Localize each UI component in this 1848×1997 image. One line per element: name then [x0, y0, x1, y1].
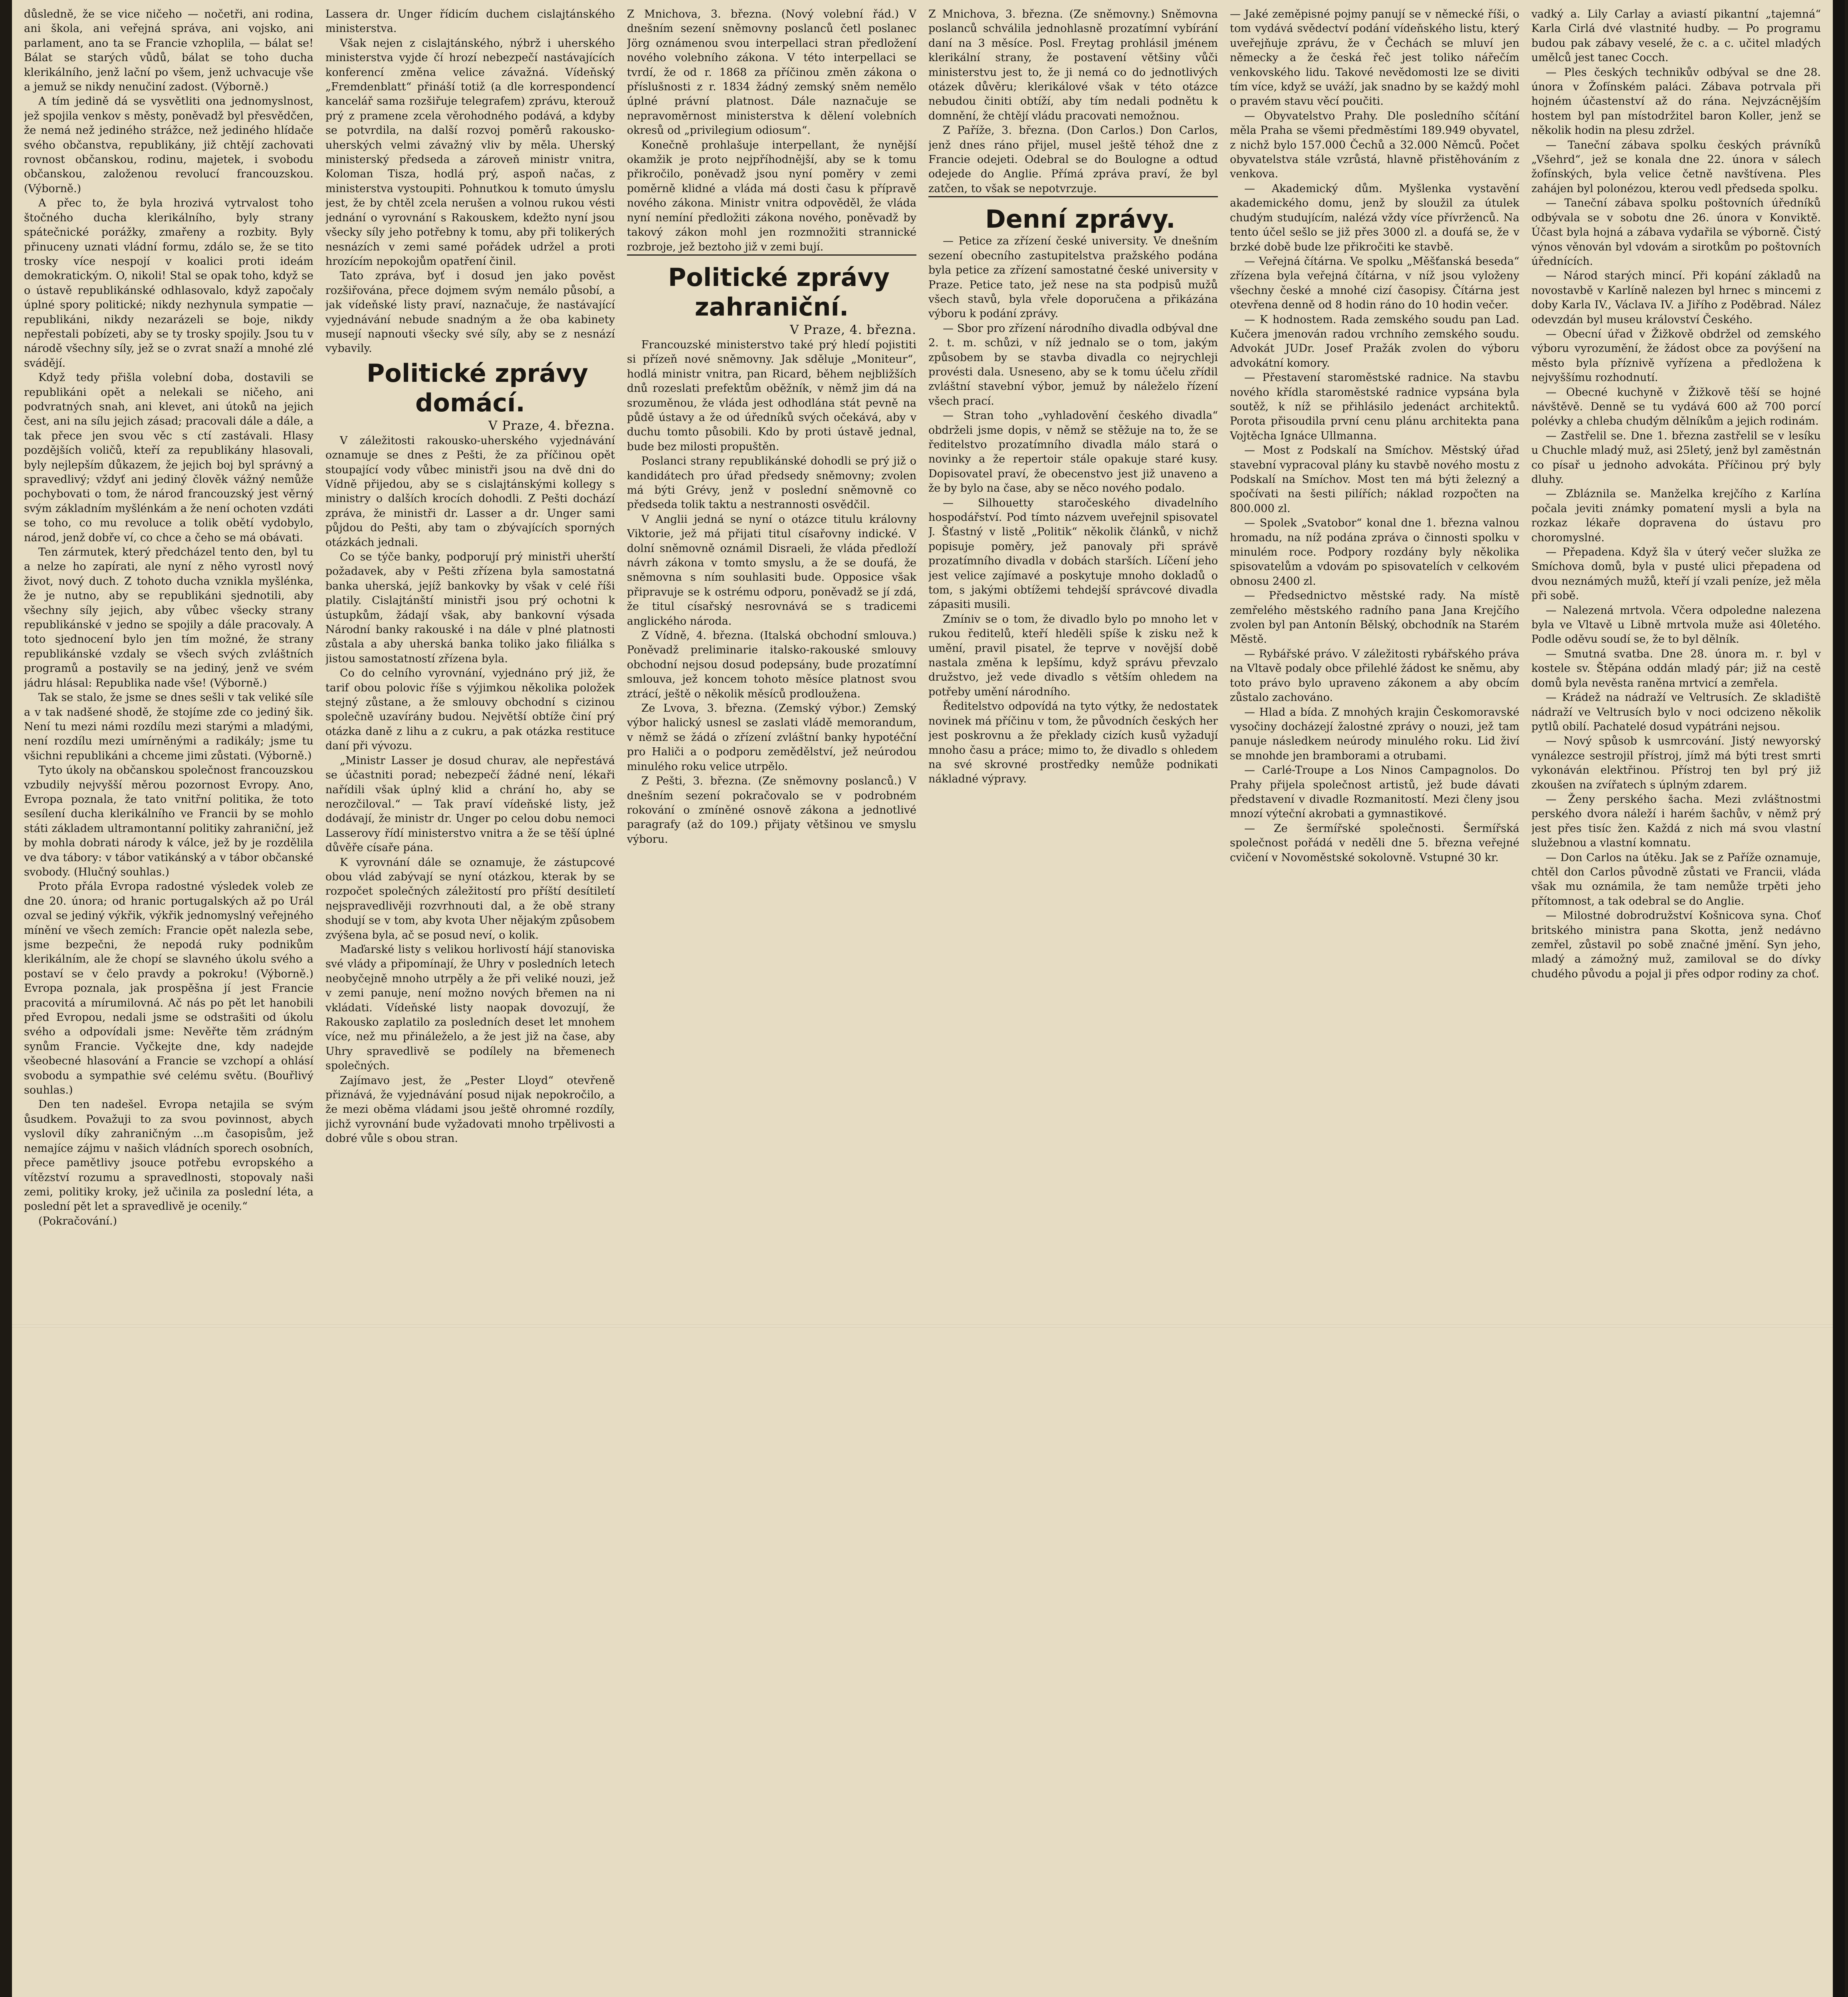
article-paragraph: — Petice za zřízení české university. Ve dnešním sezení obecního zastupitelstva pražského podána byla petice za zřízení samostatné české university v Praze. Petice tato, jež nese na sta podpisů mužů všech stavů, byla vřele doporučena a přikázána výboru k podání zprávy. [928, 235, 1218, 320]
article-paragraph: Zajímavo jest, že „Pester Lloyd“ otevřeně přiznává, že vyjednávání posud nijak nepokročilo, a že mezi oběma vládami jsou ještě ohromné rozdíly, jichž vyrovnání bude vyžadovati mnoho trpělivosti a dobré vůle s obou stran. [325, 1074, 615, 1145]
article-paragraph: Z Pešti, 3. března. (Ze sněmovny poslanců.) V dnešním sezení pokračovalo se v podrobném rokování o zmíněné osnově zákona a jednotlivé paragrafy (až do 109.) přijaty většinou ve smyslu výboru. [627, 775, 916, 846]
article-paragraph: Den ten nadešel. Evropa netajila se svým ůsudkem. Považuji to za svou povinnost, abych vyslovil díky zahraničným ...m časopisům, jež nemajíce zájmu v našich vládních sporech osobních, přece pamětlivy jsouce potřebu evropského a vítězství rozumu a spravedlnosti, stopovaly naši zemi, politiky kroky, jež učinila za poslední léta, a poslední pět let a spravedlivě je ocenily.“ [24, 1098, 313, 1213]
article-paragraph: Z Mnichova, 3. března. (Nový volební řád.) V dnešním sezení sněmovny poslanců četl poslanec Jörg oznámenou svou interpellaci stran předložení nového volebního zákona. V této interpellaci se tvrdí, že od r. 1868 za příčinou změn zákona o příslušnosti z r. 1834 žádný zemský sněm nemělo úplné právní platnost. Dále naznačuje se nepravoměrnost ministerstva k dělení volebních okresů od „privilegium odiosum“. [627, 8, 916, 137]
article-paragraph: — Zbláznila se. Manželka krejčího z Karlína počala jeviti známky pomatení mysli a byla na rozkaz lékaře dopravena do ústavu pro choromyslné. [1531, 488, 1821, 544]
article-paragraph: Ředitelstvo odpovídá na tyto výtky, že nedostatek novinek má příčinu v tom, že původních českých her jest poskrovnu a že překlady cizích kusů vyžadují mnoho času a práce; mimo to, že divadlo s ohledem na své skrovné prostředky nemůže podnikati nákladné výpravy. [928, 700, 1218, 786]
article-paragraph: Když tedy přišla volební doba, dostavili se republikáni opět a nelekali se ničeho, ani podvratných snah, ani klevet, ani útoků na jejich čest, ani na sílu jejich zásad; pracovali dále a dále, a tak přece jen svou věc s ctí zastávali. Hlasy pozdějších voličů, kteří za republikány hlasovali, byly nejlepším důkazem, že jejich boj byl správný a spravedlivý; vždyť ani jediný člověk vážný nemůže pochybovati o tom, že národ francouzský jest věrný svým základním myšlénkám a že není ochoten vzdáti se toho, co mu revoluce a tolik obětí vydobylo, národ, jenž dobře ví, co chce a čeho se má obávati. [24, 371, 313, 544]
article-columns [24, 7, 1821, 1997]
article-paragraph: Z Mnichova, 3. března. (Ze sněmovny.) Sněmovna poslanců schválila jednohlasně prozatímní vybírání daní na 3 měsíce. Posl. Freytag prohlásil jménem klerikální strany, že postavení většiny vůči ministerstvu jest to, že ji nemá co do jednotlivých otázek důvěru; klerikálové však v této otázce nebudou činiti obtíží, aby tím nedali podnětu k domnění, že chtějí vládu pracovati nemožnou. [928, 8, 1218, 122]
article-paragraph: — Stran toho „vyhladovění českého divadla“ obdrželi jsme dopis, v němž se stěžuje na to, že se ředitelstvo prozatímního divadla málo stará o novinky a že repertoir stále opakuje staré kusy. Dopisovatel praví, že obecenstvo jest již unaveno a že by bylo na čase, aby se něco nového podalo. [928, 409, 1218, 495]
article-paragraph: — Rybářské právo. V záležitosti rybářského práva na Vltavě podaly obce přilehlé žádost ke sněmu, aby toto právo bylo upraveno zákonem a aby obcím zůstalo zachováno. [1230, 647, 1519, 704]
article-paragraph: — Taneční zábava spolku českých právníků „Všehrd“, jež se konala dne 22. února v sálech žofínských, byla velice četně navštívena. Ples zahájen byl polonézou, kterou vedl předseda spolku. [1531, 139, 1821, 195]
article-paragraph: Konečně prohlašuje interpellant, že nynější okamžik je proto nejpříhodnější, aby se k tomu přikročilo, poněvadž jsou nyní poměry v zemi poměrně klidné a vláda má dosti času k přípravě nového zákona. Ministr vnitra odpověděl, že vláda nyní nemíní předložiti zákona nového, poněvadž by takový zákon mohl jen rozmnožiti strannické rozbroje, jež beztoho již v zemi bují. [627, 139, 916, 253]
column-6 [1531, 7, 1821, 1997]
section-heading: Denní zprávy. [928, 196, 1218, 234]
column-5 [1230, 7, 1519, 1997]
article-paragraph: Z Paříže, 3. března. (Don Carlos.) Don Carlos, jenž dnes ráno přijel, musel ještě téhož dne z Francie odejeti. Odebral se do Boulogne a odtud odejede do Anglie. Přímá zpráva praví, že byl zatčen, to však se nepotvrzuje. [928, 124, 1218, 195]
article-paragraph: — Zastřelil se. Dne 1. března zastřelil se v lesíku u Chuchle mladý muž, asi 25letý, jenž byl zaměstnán co písař u jednoho advokáta. Příčinou prý byly dluhy. [1531, 429, 1821, 486]
article-paragraph: — Taneční zábava spolku poštovních úředníků odbývala se v sobotu dne 26. února v Konviktě. Účast byla hojná a zábava vydařila se výborně. Čistý výnos věnován byl vdovám a sirotkům po poštovních úřednících. [1531, 197, 1821, 268]
article-paragraph: Tato zpráva, byť i dosud jen jako pověst rozšiřována, přece dojmem svým nemálo působí, a jak vídeňské listy praví, naznačuje, že nastávající vyjednávání nebude snadným a že oba kabinety musejí napnouti všecky své síly, aby se z nesnází vybavily. [325, 270, 615, 355]
article-paragraph: — Předsednictvo městské rady. Na místě zemřelého městského radního pana Jana Krejčího zvolen byl pan Antonín Bělský, obchodník na Starém Městě. [1230, 590, 1519, 646]
column-4 [928, 7, 1218, 1997]
article-paragraph: — Milostné dobrodružství Košnicova syna. Choť britského ministra pana Skotta, jenž nedávno zemřel, zůstavil po sobě značné jmění. Syn jeho, mladý a zámožný muž, zamiloval se do dívky chudého původu a pojal ji přes odpor rodiny za choť. [1531, 909, 1821, 980]
article-paragraph: Ten zármutek, který předcházel tento den, byl tu a nelze ho zapírati, ale nyní z něho vyrostl nový život, nový duch. Z tohoto ducha vznikla myšlénka, že je nutno, aby se republikáni sjednotili, aby všechny síly jejich, aby vůbec všecky strany republikánské v jedno se spojily a dále pracovaly. A toto sjednocení bylo jen tím možné, že strany republikánské vzdaly se všech svých zvláštních programů a postavily se na jediný, jenž ve svém jádru hlásal: Republika nade vše! (Výborně.) [24, 546, 313, 689]
dateline: V Praze, 4. března. [790, 322, 916, 337]
article-paragraph: Maďarské listy s velikou horlivostí hájí stanoviska své vlády a připomínají, že Uhry v posledních letech neobyčejně mnoho utrpěly a že při veliké nouzi, jež v zemi panuje, není možno nových břemen na ni vkládati. Vídeňské listy naopak dovozují, že Rakousko zaplatilo za posledních deset let mnohem více, než mu přináleželo, a že jest již na čase, aby Uhry spravedlivě se podílely na břemenech společných. [325, 943, 615, 1072]
article-paragraph: — Přestavení staroměstské radnice. Na stavbu nového křídla staroměstské radnice vypsána byla soutěž, k níž se přihlásilo jedenáct architektů. Porota přisoudila první cenu plánu architekta pana Vojtěcha Ignáce Ullmanna. [1230, 371, 1519, 442]
article-paragraph: — Most z Podskalí na Smíchov. Městský úřad stavební vypracoval plány ku stavbě nového mostu z Podskalí na Smíchov. Most ten má býti železný a spočívati na šesti pilířích; náklad rozpočten na 800.000 zl. [1230, 444, 1519, 515]
article-paragraph: Francouzské ministerstvo také prý hledí pojistiti si přízeň nové sněmovny. Jak sděluje „Moniteur“, hodlá ministr vnitra, pan Ricard, během nejbližších dnů rozeslati prefektům oběžník, v němž jim dá na srozuměnou, že vláda jest odhodlána stát pevně na půdě ústavy a že od úředníků svých očekává, aby v duchu tomto působili. Kdo by proti ústavě jednal, bude bez milosti propuštěn. [627, 338, 916, 453]
article-paragraph: Z Vídně, 4. března. (Italská obchodní smlouva.) Poněvadž preliminarie italsko-rakouské smlouvy obchodní nejsou dosud podepsány, bude prozatímní smlouva, jež koncem tohoto měsíce platnost svou ztrácí, ještě o několik měsíců prodloužena. [627, 629, 916, 700]
article-paragraph: Proto přála Evropa radostné výsledek voleb ze dne 20. února; od hranic portugalských až po Urál ozval se jediný výkřik, výkřik jednomyslný veřejného mínění ve všech zemích: Francie opět nalezla sebe, jsme bezpečni, že nepodá ruky podnikům klerikálním, ale že chopí se slavného úkolu svého a postaví se v čelo pravdy a pokroku! (Výborně.) Evropa poznala, jak prospěšna jí jest Francie pracovitá a mírumilovná. Ač nás po pět let hanobili před Evropou, nedali jsme se odstrašiti od úkolu svého a odpovídali jsme: Nevěřte těm zrádným synům Francie. Vyčkejte dne, kdy nadejde všeobecné hlasování a Francie se vzchopí a ohlásí svobodu a sympathie své celému světu. (Bouřlivý souhlas.) [24, 880, 313, 1097]
article-paragraph: Co do celního vyrovnání, vyjednáno prý již, že tarif obou polovic říše s výjimkou několika položek stejný zůstane, a že smlouvy obchodní s cizinou společně uzavírány budou. Největší obtíže činí prý otázka daně z lihu a z cukru, a pak otázka restituce daní při vývozu. [325, 667, 615, 752]
article-paragraph: „Ministr Lasser je dosud churav, ale nepřestává se účastniti porad; nebezpečí žádné není, lékaři nařídili však úplný klid a chrání ho, aby se nerozčiloval.“ — Tak praví vídeňské listy, jež dodávají, že ministr dr. Unger po celou dobu nemoci Lasserovy řídí ministerstvo vnitra a že se těší úplné důvěře císaře pána. [325, 754, 615, 854]
article-paragraph: — Jaké zeměpisné pojmy panují se v německé říši, o tom vydává svědectví podání vídeňského listu, který uveřejňuje zprávu, že v Čechách se mluví jen německy a že česká řeč jest toliko nářečím venkovského lidu. Takové nevědomosti lze se diviti tím více, když se uváží, jak snadno by se každý mohl o pravém stavu věcí poučiti. [1230, 8, 1519, 108]
article-paragraph: — Krádež na nádraží ve Veltrusích. Ze skladiště nádraží ve Veltrusích bylo v noci odcizeno několik pytlů obilí. Pachatelé dosud vypátráni nejsou. [1531, 691, 1821, 733]
article-paragraph: — Akademický dům. Myšlenka vystavění akademického domu, jenž by sloužil za útulek chudým studujícím, nalézá vždy více přívrženců. Na tento účel sešlo se již přes 3000 zl. a doufá se, že v brzké době bude lze přikročiti ke stavbě. [1230, 182, 1519, 253]
article-paragraph: Ze Lvova, 3. března. (Zemský výbor.) Zemský výbor halický usnesl se zaslati vládě memorandum, v němž se žádá o zřízení zvláštní banky hypotéční pro Haliči a o podporu zemědělství, jež neúrodou minulého roku velice utrpělo. [627, 702, 916, 773]
article-paragraph: — Ženy perského šacha. Mezi zvláštnostmi perského dvora náleží i harém šachův, v němž prý jest přes tisíc žen. Každá z nich má svou vlastní služebnou a vlastní komnatu. [1531, 793, 1821, 850]
article-paragraph: V Anglii jedná se nyní o otázce titulu královny Viktorie, jež má přijati titul císařovny indické. V dolní sněmovně oznámil Disraeli, že vláda předloží návrh zákona v tomto smyslu, a že se doufá, že sněmovna s ním souhlasiti bude. Opposice však připravuje se k ostrému odporu, poněvadž se jí zdá, že titul císařský nesrovnává se s tradicemi anglického národa. [627, 513, 916, 627]
article-paragraph: — Veřejná čítárna. Ve spolku „Měšťanská beseda“ zřízena byla veřejná čítárna, v níž jsou vyloženy všechny české a mnohé cizí časopisy. Čítárna jest otevřena denně od 8 hodin ráno do 10 hodin večer. [1230, 255, 1519, 312]
article-paragraph: — Sbor pro zřízení národního divadla odbýval dne 2. t. m. schůzi, v níž jednalo se o tom, jakým způsobem by se stavba divadla co nejrychleji provésti dala. Usneseno, aby se k tomu účelu zřídil zvláštní stavební výbor, jemuž by náleželo řízení všech prací. [928, 322, 1218, 407]
article-paragraph: — Don Carlos na útěku. Jak se z Paříže oznamuje, chtěl don Carlos původně zůstati ve Francii, vláda však mu oznámila, že tam nemůže trpěti jeho přítomnost, a tak odebral se do Anglie. [1531, 851, 1821, 907]
article-paragraph: — Spolek „Svatobor“ konal dne 1. března valnou hromadu, na níž podána zpráva o činnosti spolku v minulém roce. Podpory rozdány byly několika spisovatelům a vdovám po spisovatelích v celkovém obnosu 2400 zl. [1230, 517, 1519, 588]
article-paragraph: A přec to, že byla hrozivá vytrvalost toho štočného ducha klerikálního, byly strany spátečnické porážky, zmařeny a rozbity. Byly přinuceny uznati vládní formu, zdálo se, že se tito trosky více nespojí v koalici proti ideám demokratickým. O, nikoli! Stal se opak toho, když se o ústavě republikánské odhlasovalo, když započaly úplné spory politické; nikdy nezhynula sympatie — republikáni, nikdy nezarázeli se boje, nikdy nepřestali pobízeti, aby se ty trosky spojily. Jsou tu v národě všechny síly, jež se o zvrat snaží a mnohé zlé svádějí. [24, 197, 313, 369]
article-paragraph: Tak se stalo, že jsme se dnes sešli v tak veliké síle a v tak nadšené shodě, že stojíme zde co jediný šik. Není tu mezi námi rozdílu mezi starými a mladými, není rozdílu mezi umírněnými a radikály; jsme tu všichni republikáni a chceme jimi zůstati. (Výborně.) [24, 691, 313, 762]
column-2 [325, 7, 615, 1997]
article-paragraph: důsledně, že se vice ničeho — nočetři, ani rodina, ani škola, ani veřejná správa, ani vojsko, ani parlament, ano ta se Francie vzhoplila, — bálat se! Bálat se starých vůdů, bálat se toho ducha klerikálního, jenž lační po všem, jenž uchvacuje vše a jemuž se nikdy nenučiní zadost. (Výborně.) [24, 8, 313, 93]
dateline: V Praze, 4. března. [488, 418, 615, 433]
article-paragraph: (Pokračování.) [38, 1215, 117, 1227]
article-paragraph: — Ze šermířské společnosti. Šermířská společnost pořádá v neděli dne 5. března veřejné cvičení v Novoměstské sokolovně. Vstupné 30 kr. [1230, 822, 1519, 864]
article-paragraph: — Smutná svatba. Dne 28. února m. r. byl v kostele sv. Štěpána oddán mladý pár; již na cestě domů byla nevěsta raněna mrtvicí a zemřela. [1531, 647, 1821, 689]
article-paragraph: vadký a. Lily Carlay a aviastí pikantní „tajemná“ Karla Cirlá dvé vlastnité hudby. — Po programu budou pak zábavy veselé, že c. a c. učitel mladých umělců jest tanec Cocch. [1531, 8, 1821, 64]
article-paragraph: — Silhouetty staročeského divadelního hospodářství. Pod tímto názvem uveřejnil spisovatel J. Šťastný v listě „Politik“ několik článků, v nichž popisuje poměry, jež panovaly při správě prozatímního divadla v dobách starších. Líčení jeho jest velice zajímavé a poskytuje mnoho dokladů o tom, s jakými obtížemi tehdejší správcové divadla zápasiti musili. [928, 496, 1218, 611]
article-paragraph: K vyrovnání dále se oznamuje, že zástupcové obou vlád zabývají se nyní otázkou, kterak by se rozpočet společných záležitostí pro příští desítiletí nejspravedlivěji rozvrhnouti dal, a že obě strany shodují se v tom, aby kvota Uher nějakým způsobem zvýšena byla, ač se posud neví, o kolik. [325, 856, 615, 941]
article-paragraph: Zmíniv se o tom, že divadlo bylo po mnoho let v rukou ředitelů, kteří hleděli spíše k zisku než k umění, pravil pisatel, že teprve v novější době nastala změna k lepšímu, když správu převzalo družstvo, jež vede divadlo s větším ohledem na potřeby umění národního. [928, 613, 1218, 698]
article-paragraph: V záležitosti rakousko-uherského vyjednávání oznamuje se dnes z Pešti, že za příčinou opět stoupající vody vůbec ministři jsou na dvě dni do Vídně přijedou, aby se s cislajtánskými kollegy s ministry o dalších krocích dohodli. Z Pešti dochází zpráva, že ministři dr. Lasser a dr. Unger sami půjdou do Pešti, aby tam o zbývajících sporných otázkách jednali. [325, 434, 615, 549]
article-paragraph: A tím jedině dá se vysvětliti ona jednomyslnost, jež spojila venkov s městy, poněvadž byl přesvědčen, že nemá než jediného strážce, než jediného hlídače svého občanstva, republikány, již chtějí zachovati rovnost občanskou, rodinu, majetek, i svobodu občanskou, založenou revolucí francouzskou. (Výborně.) [24, 95, 313, 195]
section-heading: Politické zprávy zahraniční. [627, 254, 916, 322]
page-edge [1833, 0, 1845, 1997]
article-paragraph: — Nový spůsob k usmrcování. Jistý newyorský vynálezce sestrojil přístroj, jímž má býti trest smrti vykonáván elektřinou. Přístroj ten byl prý již zkoušen na zvířatech s úplným zdarem. [1531, 735, 1821, 791]
article-paragraph: — Obecné kuchyně v Žižkově těší se hojné návštěvě. Denně se tu vydává 600 až 700 porcí polévky a chleba chudým dělníkům a jejich rodinám. [1531, 386, 1821, 428]
article-paragraph: Tyto úkoly na občanskou společnost francouzskou vzbudily nejvyšší měrou pozornost Evropy. Ano, Evropa poznala, že tato vnitřní politika, že toto sesílení ducha klerikálního ve Francii by se mohlo státi základem ultramontanní politiky zahraniční, jež by mohla dobrati národy k válce, jež by je rozdělila ve dva tábory: v tábor vatikánský a v tábor občanské svobody. (Hlučný souhlas.) [24, 764, 313, 878]
article-paragraph: — Přepadena. Když šla v úterý večer služka ze Smíchova domů, byla v pusté ulici přepadena od dvou neznámých mužů, kteří jí vzali peníze, jež měla při sobě. [1531, 546, 1821, 602]
column-1 [24, 7, 313, 1997]
article-paragraph: — K hodnostem. Rada zemského soudu pan Lad. Kučera jmenován radou vrchního zemského soudu. Advokát JUDr. Josef Pražák zvolen do výboru advokátní komory. [1230, 313, 1519, 369]
article-paragraph: Poslanci strany republikánské dohodli se prý již o kandidátech pro úřad předsedy sněmovny; zvolen má býti Grévy, jenž v poslední sněmovně co předseda tolik taktu a nestrannosti osvědčil. [627, 455, 916, 511]
article-paragraph: — Obyvatelstvo Prahy. Dle posledního sčítání měla Praha se všemi předměstími 189.949 obyvatel, z nichž bylo 157.000 Čechů a 32.000 Němců. Počet obyvatelstva stále vzrůstá, hlavně přistěhováním z venkova. [1230, 109, 1519, 181]
section-heading: Politické zprávy domácí. [366, 358, 589, 417]
article-paragraph: Co se týče banky, podporují prý ministři uherští požadavek, aby v Pešti zřízena byla samostatná banka uherská, jejíž bankovky by však v celé říši platily. Cislajtánští ministři jsou prý ochotni k ústupkům, žádají však, aby bankovní výsada Národní banky rakouské i na dále v plné platnosti zůstala a aby uherská banka toliko jako filiálka s jistou samostatností zřízena byla. [325, 551, 615, 665]
article-paragraph: — Nalezená mrtvola. Včera odpoledne nalezena byla ve Vltavě u Libně mrtvola muže asi 40letého. Podle oděvu soudí se, že to byl dělník. [1531, 604, 1821, 646]
article-paragraph: Lassera dr. Unger řídicím duchem cislajtánského ministerstva. [325, 8, 615, 35]
newspaper-page [12, 0, 1833, 1997]
article-paragraph: — Národ starých mincí. Při kopání základů na novostavbě v Karlíně nalezen byl hrnec s mincemi z doby Karla IV., Václava IV. a Jiřího z Poděbrad. Nález odevzdán byl museu království Českého. [1531, 270, 1821, 326]
article-paragraph: — Carlé-Troupe a Los Ninos Campagnolos. Do Prahy přijela společnost artistů, jež bude dávati představení v divadle Rozmanitostí. Mezi členy jsou mnozí výteční akrobati a gymnastikové. [1230, 764, 1519, 820]
column-3 [627, 7, 916, 1997]
article-paragraph: Však nejen z cislajtánského, nýbrž i uherského ministerstva vyjde čí hrozí nebezpečí nastávajících konferencí změna velice závažná. Vídeňský „Fremdenblatt“ přináší totiž (a dle korrespondencí kancelář sama rozšiřuje telegrafem) zprávu, kterouž prý z pramene zcela věrohodného podává, a kdyby se potvrdila, na další rozvoj poměrů rakousko-uherských velmi závažný vliv by měla. Uherský ministerský předseda a zároveň ministr vnitra, Koloman Tisza, hodlá prý, aspoň načas, z ministerstva vystoupiti. Pohnutkou k tomuto úmyslu jest, že by chtěl zcela nerušen a volnou rukou vésti jednání o vyrovnání s Rakouskem, kdežto nyní jsou všecky síly jeho potřebny k tomu, aby při tolikerých nesnázích v zemi samé pořádek udržel a proti hrozícím nepokojům opatření činil. [325, 37, 615, 268]
article-paragraph: — Hlad a bída. Z mnohých krajin Českomoravské vysočiny docházejí žalostné zprávy o nouzi, jež tam panuje následkem neúrody minulého roku. Lid živí se mnohde jen bramborami a otrubami. [1230, 706, 1519, 762]
article-paragraph: — Ples českých technikův odbýval se dne 28. února v Žofínském paláci. Zábava potrvala při hojném účastenství až do rána. Nejvzácnějším hostem byl pan místodržitel baron Koller, jenž se několik hodin na plesu zdržel. [1531, 66, 1821, 137]
article-paragraph: — Obecní úřad v Žižkově obdržel od zemského výboru vyrozumění, že žádost obce za povýšení na město byla příznivě vyřízena a předložena k nejvyššímu rozhodnutí. [1531, 328, 1821, 384]
